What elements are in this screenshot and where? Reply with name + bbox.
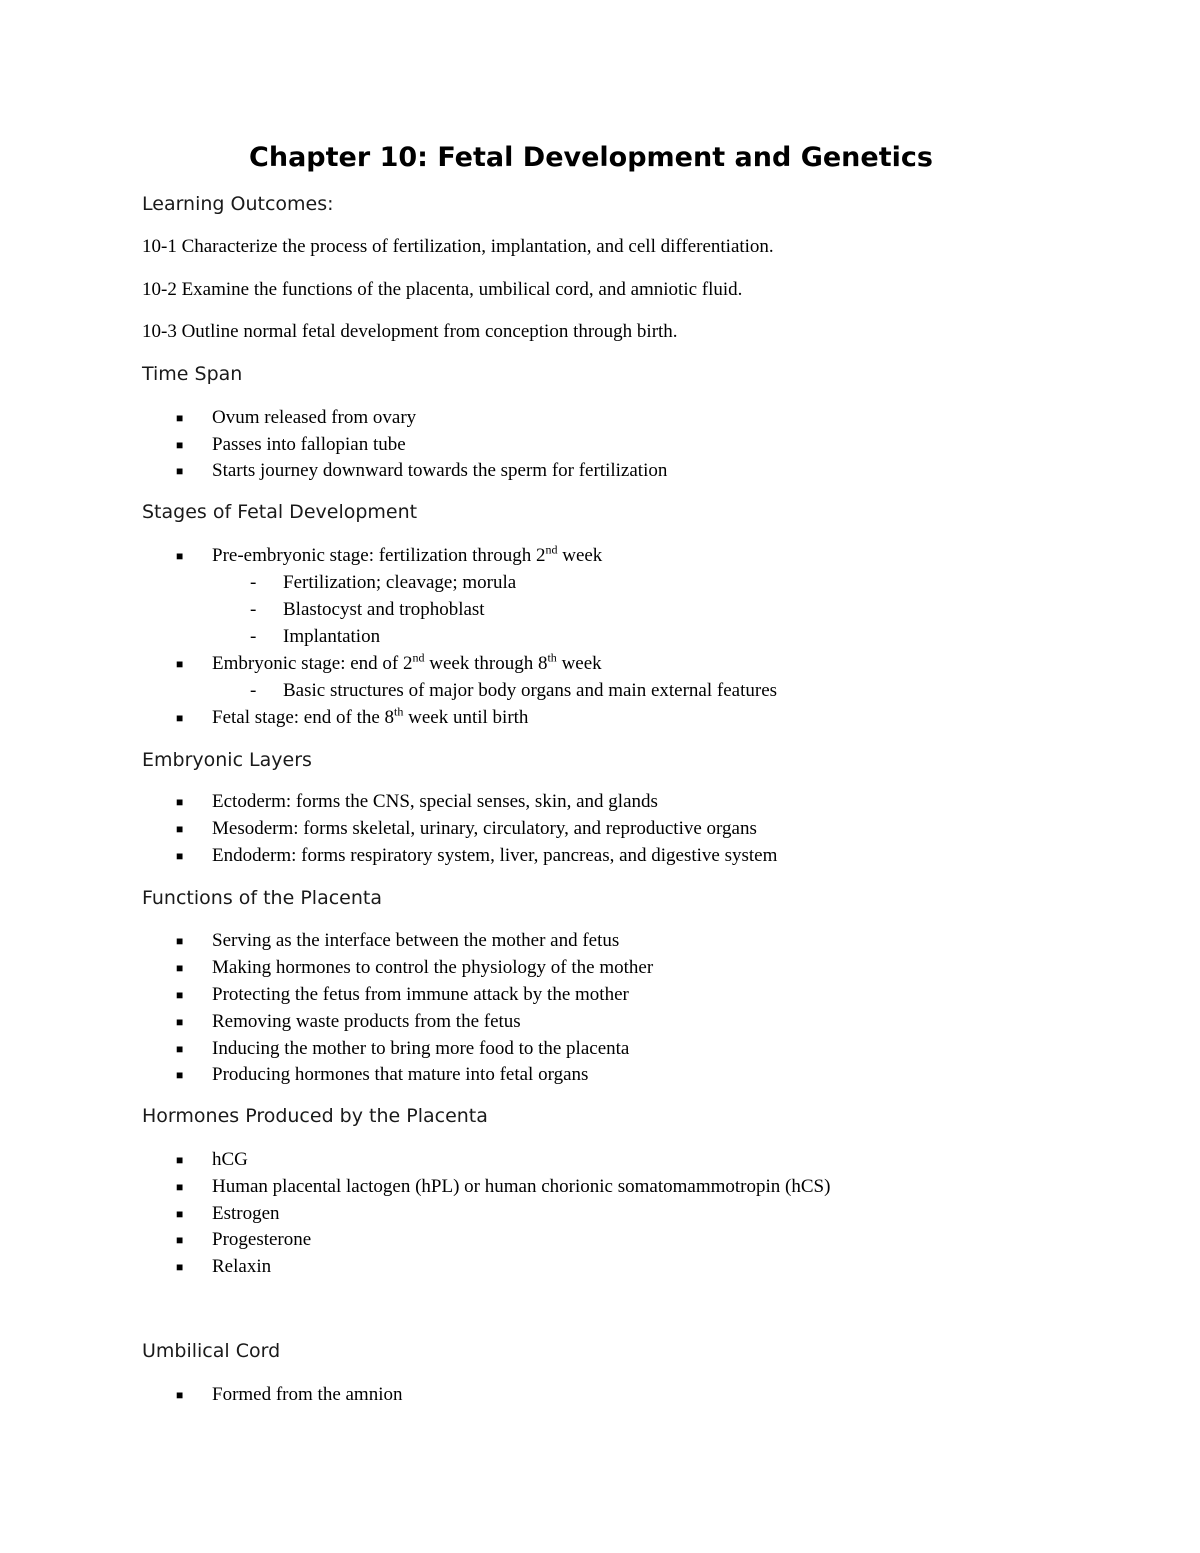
learning-outcome-1: 10-1 Characterize the process of fertilization, implantation, and cell differentiation. [142,236,774,257]
embryonic-layers-heading: Embryonic Layers [142,749,312,771]
bullet-icon: ■ [176,438,184,452]
umbilical-cord-heading: Umbilical Cord [142,1340,281,1362]
bullet-icon: ■ [176,1180,184,1194]
bullet-icon: ■ [176,934,184,948]
bullet-icon: ■ [176,657,184,671]
dash-marker: - [250,626,257,647]
bullet-icon: ■ [176,1207,184,1221]
dash-marker: - [250,572,257,593]
placenta-functions-heading: Functions of the Placenta [142,887,382,909]
learning-outcome-2: 10-2 Examine the functions of the placenta, umbilical cord, and amniotic fluid. [142,279,743,300]
bullet-icon: ■ [176,411,184,425]
bullet-icon: ■ [176,464,184,478]
page-title: Chapter 10: Fetal Development and Genetics [249,142,933,173]
bullet-icon: ■ [176,711,184,725]
dash-marker: - [250,680,257,701]
bullet-icon: ■ [176,1015,184,1029]
bullet-icon: ■ [176,822,184,836]
bullet-icon: ■ [176,849,184,863]
document-page: Chapter 10: Fetal Development and Genetics Learning Outcomes: 10-1 Characterize the process of fertilization, implantation, and cell differentiation. 10-2 Examine the functions of the placenta, umbilical cord, and amniotic fluid. 10-3 Outline normal fetal development from conception through birth. Time Span ■ Ovum released from ovary ■ Passes into fallopian tube ■ Starts journey downward towards the sperm for fertilization Stages of Fetal Development ■ Pre-embryonic stage: fertilization through 2nd week - Fertilization; cleavage; morula - Blastocyst and trophoblast - Implantation ■ Embryonic stage: end of 2nd week through 8th week - Basic structures of major body organs and main external features ■ Fetal stage: end of the 8th week until birth Embryonic Layers ■ Ectoderm: forms the CNS, special senses, skin, and glands ■ Mesoderm: forms skeletal, urinary, circulatory, and reproductive organs ■ Endoderm: forms respiratory system, liver, pancreas, and digestive system Functions of the Placenta ■ Serving as the interface between the mother and fetus ■ Making hormones to control the physiology of the mother ■ Protecting the fetus from immune attack by the mother ■ Removing waste products from the fetus ■ Inducing the mother to bring more food to the placenta ■ Producing hormones that mature into fetal organs Hormones Produced by the Placenta ■ hCG ■ Human placental lactogen (hPL) or human chorionic somatomammotropin (hCS) ■ Estrogen ■ Progesterone ■ Relaxin Umbilical Cord ■ Formed from the amnion [0,0,1200,1553]
bullet-icon: ■ [176,1068,184,1082]
stages-heading: Stages of Fetal Development [142,501,418,523]
bullet-icon: ■ [176,1233,184,1247]
bullet-icon: ■ [176,1042,184,1056]
time-span-heading: Time Span [142,363,243,385]
bullet-icon: ■ [176,1388,184,1402]
bullet-icon: ■ [176,961,184,975]
bullet-icon: ■ [176,1153,184,1167]
bullet-icon: ■ [176,549,184,563]
bullet-icon: ■ [176,988,184,1002]
learning-outcomes-heading: Learning Outcomes: [142,193,334,215]
placenta-hormones-heading: Hormones Produced by the Placenta [142,1105,488,1127]
learning-outcome-3: 10-3 Outline normal fetal development from conception through birth. [142,321,678,342]
bullet-icon: ■ [176,795,184,809]
bullet-icon: ■ [176,1260,184,1274]
dash-marker: - [250,599,257,620]
